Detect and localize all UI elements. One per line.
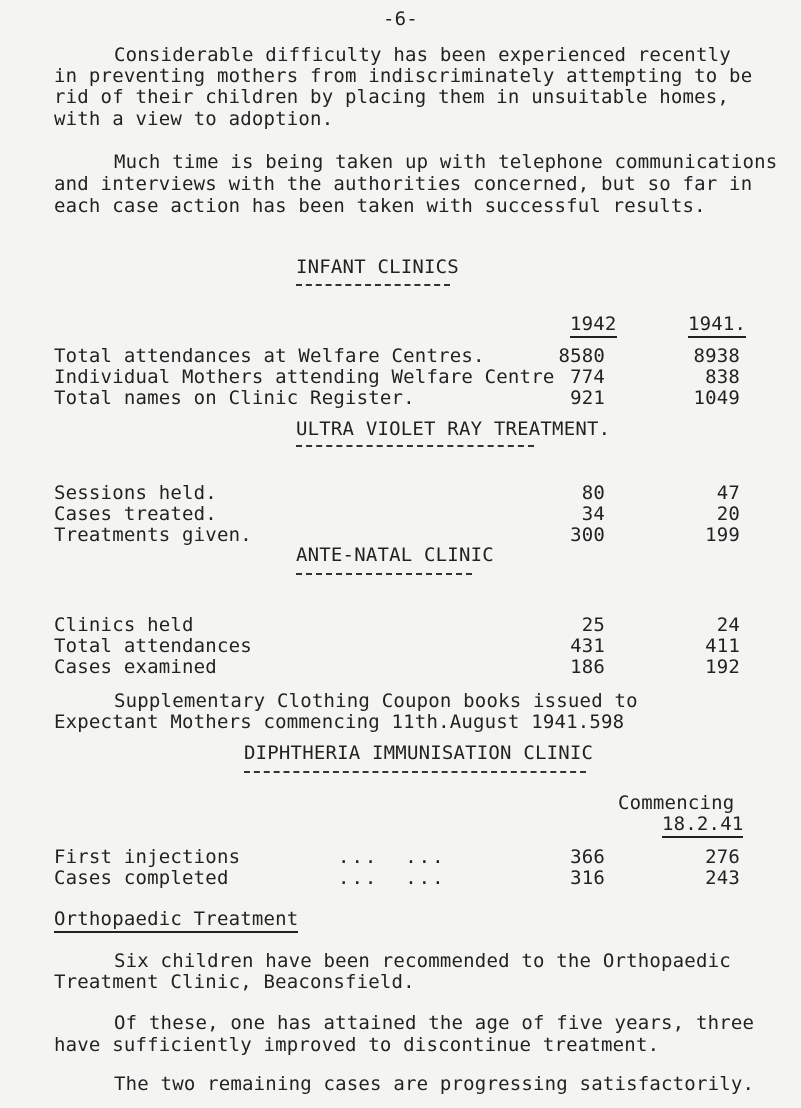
intro-p2-line1: Much time is being taken up with telephone communications — [114, 151, 778, 173]
orthopaedic-p3: The two remaining cases are progressing satisfactorily. — [114, 1073, 755, 1095]
intro-p1-line2: in preventing mothers from indiscriminately attempting to be — [54, 65, 753, 87]
page-number: -6- — [383, 8, 418, 30]
ultra-violet-title: ULTRA VIOLET RAY TREATMENT. — [296, 418, 611, 440]
infant-row-1941: 8938 — [693, 345, 740, 367]
infant-row-1942: 774 — [570, 366, 605, 388]
commencing-date: 18.2.41 — [662, 813, 743, 838]
infant-row-1941: 838 — [705, 366, 740, 388]
ante-natal-row-label: Cases examined — [54, 656, 217, 678]
diphtheria-row-label: First injections — [54, 846, 241, 868]
uv-row-1941: 199 — [705, 524, 740, 546]
uv-row-label: Treatments given. — [54, 524, 252, 546]
diphtheria-rule — [244, 771, 586, 773]
ante-natal-row-label: Clinics held — [54, 614, 194, 636]
uv-row-1941: 20 — [716, 503, 740, 525]
infant-row-1942: 8580 — [558, 345, 605, 367]
intro-p2-line2: and interviews with the authorities concerned, but so far in — [54, 173, 753, 195]
intro-p2-line3: each case action has been taken with successful results. — [54, 195, 706, 217]
commencing-label: Commencing — [618, 792, 735, 814]
infant-row-1941: 1049 — [693, 387, 740, 409]
coupon-note-line1: Supplementary Clothing Coupon books issued to — [114, 690, 638, 712]
ante-natal-row-1941: 24 — [716, 614, 740, 636]
diphtheria-row-1942: 366 — [570, 846, 605, 868]
ultra-violet-rule — [296, 445, 534, 447]
orthopaedic-p2-line2: have sufficiently improved to discontinue treatment. — [54, 1034, 660, 1056]
intro-p1-line4: with a view to adoption. — [54, 108, 334, 130]
col-1942-header: 1942 — [570, 313, 617, 338]
diphtheria-row-1941: 243 — [705, 867, 740, 889]
ante-natal-row-1941: 411 — [705, 635, 740, 657]
infant-row-label: Total attendances at Welfare Centres. — [54, 345, 485, 367]
diphtheria-row-1941: 276 — [705, 846, 740, 868]
infant-row-label: Individual Mothers attending Welfare Centre — [54, 366, 555, 388]
infant-row-label: Total names on Clinic Register. — [54, 387, 415, 409]
diphtheria-title: DIPHTHERIA IMMUNISATION CLINIC — [244, 742, 594, 764]
dot-leader: ... ... — [338, 867, 446, 889]
ante-natal-row-1941: 192 — [705, 656, 740, 678]
infant-clinics-rule — [296, 284, 450, 286]
infant-clinics-title: INFANT CLINICS — [296, 256, 459, 278]
uv-row-1941: 47 — [716, 482, 740, 504]
infant-row-1942: 921 — [570, 387, 605, 409]
ante-natal-row-label: Total attendances — [54, 635, 252, 657]
col-1941-header: 1941. — [688, 313, 746, 338]
intro-p1-line1: Considerable difficulty has been experienced recently — [114, 44, 731, 66]
uv-row-1942: 300 — [570, 524, 605, 546]
ante-natal-row-1942: 186 — [570, 656, 605, 678]
orthopaedic-title: Orthopaedic Treatment — [54, 908, 298, 933]
dot-leader: ... ... — [338, 846, 446, 868]
intro-p1-line3: rid of their children by placing them in unsuitable homes, — [54, 86, 730, 108]
orthopaedic-p2-line1: Of these, one has attained the age of five years, three — [114, 1012, 755, 1034]
diphtheria-row-1942: 316 — [570, 867, 605, 889]
orthopaedic-p1-line1: Six children have been recommended to the Orthopaedic — [114, 950, 731, 972]
ante-natal-title: ANTE-NATAL CLINIC — [296, 544, 494, 566]
uv-row-label: Sessions held. — [54, 482, 217, 504]
ante-natal-rule — [296, 573, 472, 575]
ante-natal-row-1942: 431 — [570, 635, 605, 657]
coupon-note-line2: Expectant Mothers commencing 11th.August 1941.598 — [54, 711, 625, 733]
orthopaedic-p1-line2: Treatment Clinic, Beaconsfield. — [54, 971, 415, 993]
uv-row-1942: 34 — [581, 503, 605, 525]
diphtheria-row-label: Cases completed — [54, 867, 229, 889]
uv-row-label: Cases treated. — [54, 503, 217, 525]
uv-row-1942: 80 — [581, 482, 605, 504]
ante-natal-row-1942: 25 — [581, 614, 605, 636]
